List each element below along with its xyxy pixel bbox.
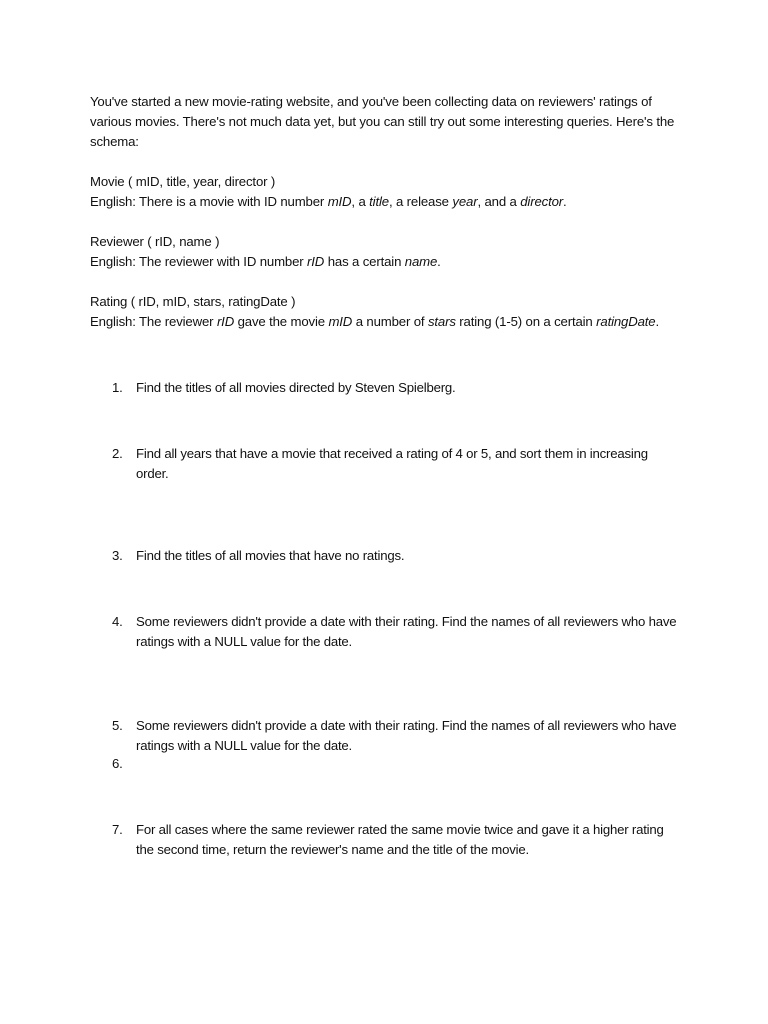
english-text: . <box>655 314 660 329</box>
english-text: , and a <box>477 194 517 209</box>
intro-paragraph: You've started a new movie-rating website, and you've been collecting data on reviewers' ratings of various movies. There's not much data yet, but you can still try out some interesting queries. Here's the schema: <box>90 94 675 149</box>
attr-mid: mID <box>327 194 352 209</box>
english-label: English: <box>90 254 136 269</box>
english-text: gave the movie <box>237 314 325 329</box>
question-number: 2. <box>112 446 123 461</box>
attr-ratingdate: ratingDate <box>596 314 656 329</box>
schema-reviewer-english <box>90 252 690 272</box>
attr-rid: rID <box>307 254 325 269</box>
english-text: The reviewer <box>139 314 214 329</box>
english-text: has a certain <box>327 254 402 269</box>
schema-movie-signature: Movie ( mID, title, year, director ) <box>90 174 276 189</box>
question-number: 5. <box>112 718 123 733</box>
question-number: 6. <box>112 756 123 771</box>
english-label: English: <box>90 194 136 209</box>
english-text: a number of <box>355 314 425 329</box>
schema-rating-english <box>90 312 690 332</box>
question-text: Some reviewers didn't provide a date with their rating. Find the names of all reviewers who have ratings with a NULL value for the date. <box>136 718 677 753</box>
english-text: . <box>563 194 567 209</box>
attr-rid: rID <box>216 314 235 329</box>
attr-stars: stars <box>427 314 456 329</box>
schema-reviewer-signature: Reviewer ( rID, name ) <box>90 234 220 249</box>
question-text: Find the titles of all movies directed by Steven Spielberg. <box>136 380 456 395</box>
schema-movie-english <box>90 192 690 212</box>
english-text: The reviewer with ID number <box>139 254 304 269</box>
question-text: Find the titles of all movies that have no ratings. <box>136 548 405 563</box>
attr-director: director <box>520 194 564 209</box>
attr-year: year <box>452 194 478 209</box>
english-text: , a release <box>388 194 449 209</box>
question-number: 4. <box>112 614 123 629</box>
english-text: . <box>437 254 441 269</box>
question-text: Find all years that have a movie that received a rating of 4 or 5, and sort them in increasing order. <box>136 446 648 481</box>
question-number: 3. <box>112 548 123 563</box>
english-text: rating (1-5) on a certain <box>459 314 593 329</box>
question-text: Some reviewers didn't provide a date with their rating. Find the names of all reviewers who have ratings with a NULL value for the date. <box>136 614 677 649</box>
attr-title: title <box>369 194 389 209</box>
question-number: 7. <box>112 822 123 837</box>
question-number: 1. <box>112 380 123 395</box>
english-text: , a <box>351 194 366 209</box>
schema-rating-signature: Rating ( rID, mID, stars, ratingDate ) <box>90 294 296 309</box>
attr-name: name <box>404 254 438 269</box>
english-label: English: <box>90 314 136 329</box>
english-text: There is a movie with ID number <box>139 194 325 209</box>
question-text: For all cases where the same reviewer rated the same movie twice and gave it a higher rating the second time, return the reviewer's name and the title of the movie. <box>136 822 664 857</box>
attr-mid: mID <box>328 314 353 329</box>
